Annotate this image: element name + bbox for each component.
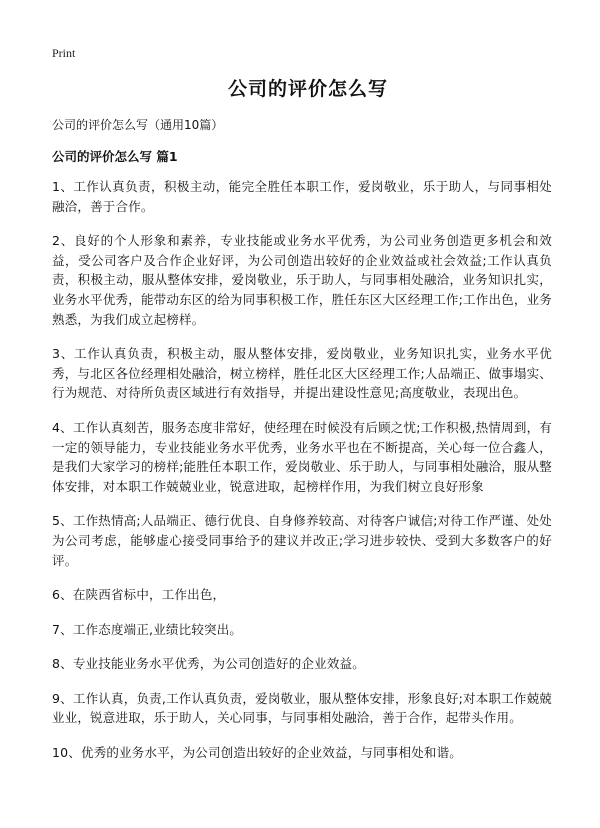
paragraph-1: 1、工作认真负责，积极主动，能完全胜任本职工作，爱岗敬业，乐于助人，与同事相处融洽，善于合作。 (52, 179, 552, 214)
paragraph-2: 2、良好的个人形象和素养，专业技能或业务水平优秀，为公司业务创造更多机会和效益，受公司客户及合作企业好评，为公司创造出较好的企业效益或社会效益;工作认真负责，积极主动，服从整体安排，爱岗敬业，乐于助人，与同事相处融洽，业务知识扎实，业务水平优秀，能带动东区的给为同事积极工作，胜任东区大区经理工作;工作出色，业务熟悉，为我们成立起榜样。 (52, 233, 552, 327)
paragraph-3: 3、工作认真负责，积极主动，服从整体安排，爱岗敬业，业务知识扎实，业务水平优秀，与北区各位经理相处融洽，树立榜样，胜任北区大区经理工作;人品端正、做事塌实、行为规范、对待所负责区域进行有效指导，并提出建设性意见;高度敬业，表现出色。 (52, 346, 552, 401)
document-subtitle: 公司的评价怎么写（通用10篇） (52, 118, 224, 132)
page-title: 公司的评价怎么写 (227, 78, 388, 100)
section-heading: 公司的评价怎么写 篇1 (52, 149, 178, 164)
paragraph-4: 4、工作认真刻苦，服务态度非常好，使经理在时候没有后顾之忧;工作积极,热情周到，有一定的领导能力，专业技能业务水平优秀，业务水平也在不断提高，关心每一位合鑫人，是我们大家学习的榜样;能胜任本职工作，爱岗敬业、乐于助人，与同事相处融洽，服从整体安排，对本职工作兢兢业业，锐意进取，起榜样作用，为我们树立良好形象 (52, 419, 552, 494)
paragraph-10: 10、优秀的业务水平，为公司创造出较好的企业效益，与同事相处和谐。 (52, 745, 463, 761)
paragraph-8: 8、专业技能业务水平优秀，为公司创造好的企业效益。 (52, 656, 365, 672)
paragraph-5: 5、工作热情高;人品端正、德行优良、自身修养较高、对待客户诚信;对待工作严谨、处处为公司考虑，能够虚心接受同事给予的建议并改正;学习进步较快、受到大多数客户的好评。 (52, 513, 552, 568)
paragraph-7: 7、工作态度端正,业绩比较突出。 (52, 621, 243, 637)
print-link[interactable]: Print (52, 46, 76, 60)
paragraph-9: 9、工作认真，负责,工作认真负责，爱岗敬业，服从整体安排，形象良好;对本职工作兢兢业业，锐意进取，乐于助人，关心同事，与同事相处融洽，善于合作，起带头作用。 (52, 690, 552, 726)
paragraph-6: 6、在陕西省标中，工作出色， (52, 587, 226, 603)
document-body (52, 76, 552, 778)
